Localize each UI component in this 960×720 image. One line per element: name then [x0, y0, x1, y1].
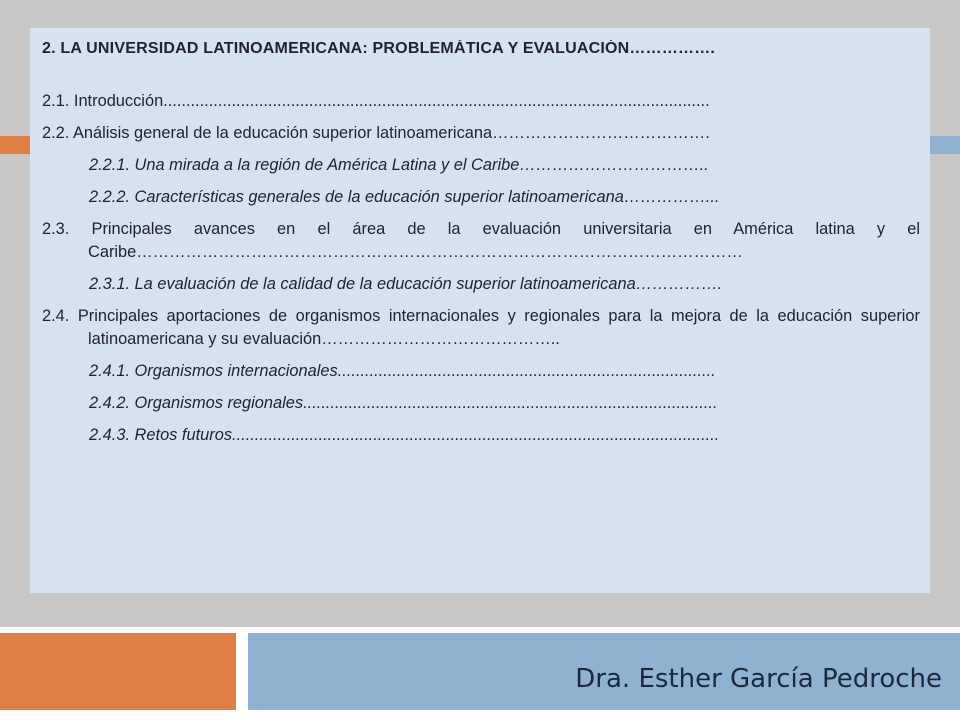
author-name: Dra. Esther García Pedroche — [575, 664, 942, 694]
toc-entry-2-2-1: 2.2.1. Una mirada a la región de América Latina y el Caribe…………………………….. — [89, 156, 709, 174]
toc-entry-2-1: 2.1. Introducción........................................................................................................................ — [42, 92, 710, 110]
footer-accent-orange — [0, 633, 236, 710]
toc-entry-2-2-2: 2.2.2. Características generales de la educación superior latinoamericana……………... — [89, 188, 720, 206]
table-of-contents — [30, 28, 930, 593]
toc-entry-2-3-1: 2.3.1. La evaluación de la calidad de la educación superior latinoamericana……………. — [89, 275, 723, 293]
toc-heading: 2. LA UNIVERSIDAD LATINOAMERICANA: PROBLEMÁTICA Y EVALUACIÓN……………. — [42, 40, 716, 57]
toc-entry-2-3: 2.3. Principales avances en el área de la evaluación universitaria en América latina y el Caribe………………………………………………………………………………………………… — [42, 220, 920, 261]
toc-entry-2-4-3: 2.4.3. Retos futuros........................................................................................................... — [89, 426, 720, 444]
toc-entry-2-2: 2.2. Análisis general de la educación superior latinoamericana…………………………………. — [42, 124, 710, 142]
toc-entry-2-4-1: 2.4.1. Organismos internacionales................................................................................... — [89, 362, 716, 380]
toc-entry-2-4: 2.4. Principales aportaciones de organismos internacionales y regionales para la mejora de la educación superior latinoamericana y su evaluación…………………………………….. — [42, 307, 920, 348]
footer-divider — [236, 633, 248, 710]
toc-entry-2-4-2: 2.4.2. Organismos regionales........................................................................................... — [89, 394, 718, 412]
